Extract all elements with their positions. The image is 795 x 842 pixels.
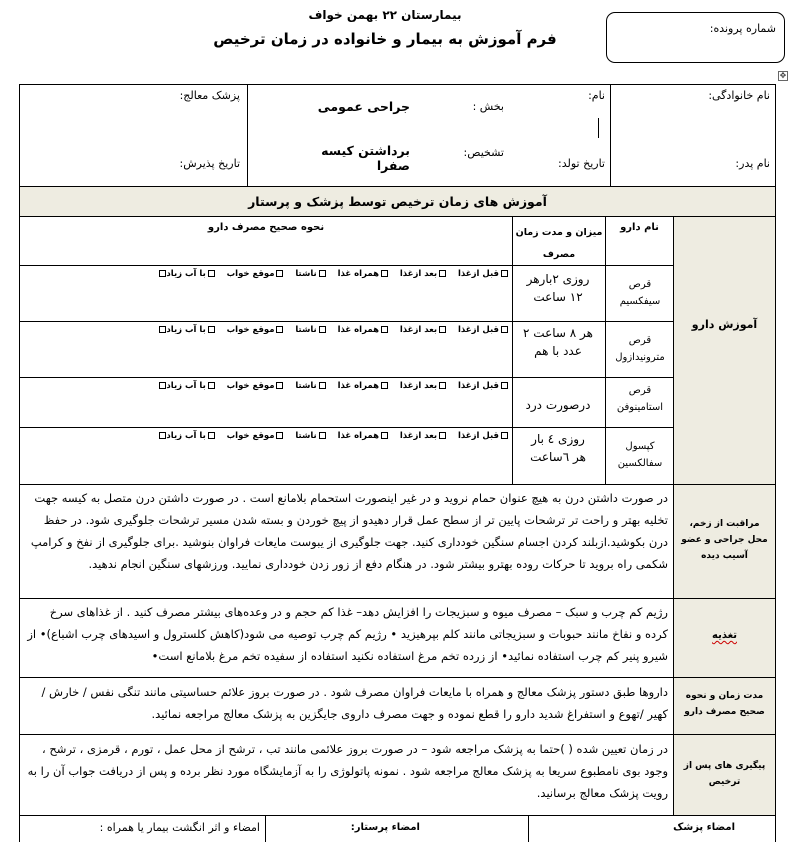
drug-name: قرص مترونیدازول	[615, 335, 665, 363]
move-anchor-icon[interactable]: ✥	[779, 71, 787, 80]
option-fasting[interactable]: ناشتا	[295, 325, 325, 335]
physician-signature: امضاء پزشک	[673, 822, 735, 833]
option-with-water[interactable]: با آب زیاد	[159, 381, 214, 391]
checkbox[interactable]	[276, 270, 283, 277]
med-header-usage: نحوه صحیح مصرف دارو	[207, 222, 325, 233]
patient-divider-1	[610, 84, 611, 186]
checkbox[interactable]	[501, 382, 508, 389]
med-col-amount-divider	[512, 216, 513, 484]
followup-text: در زمان تعیین شده ( )حتما به پزشک مراجعه شود – در صورت بروز علائمی مانند تب ، ترشح از محل عمل ، تورم ، قرمزی ، ترشح ، وجود بوی نامطبوع سریعا به پزشک معالج مراجعه شود . نمونه پاتولوژی را به آزمایشگاه مورد نظر برده و پس از دریافت جواب آن را به رویت پزشک معالج برسانید.	[27, 742, 668, 800]
nutrition-row-label	[676, 630, 773, 641]
option-after-meal[interactable]: بعد ازغذا	[400, 381, 446, 391]
med-row-line-4	[19, 427, 674, 428]
table-line-section-bottom	[19, 216, 776, 217]
wound-care-text: در صورت داشتن درن به هیچ عنوان حمام نروید و در غیر اینصورت استحمام بلامانع است . در صورت داشتن درن متصل به کیسه جهت تخلیه بهتر و راحت تر ترشحات پایین تر از سطح عمل قرار دهیدو از پیچ خوردن و بسته شدن مسیر ترشحات جلوگیری شود. در حفظ درن بکوشید.ازبلند کردن اجسام سنگین خودداری کنید. جهت جلوگیری از یبوست مایعات فراوان بنوشید .برای جلوگیری از نفخ و کرامپ شکمی راه بروید تا حرکات روده بهترو بیشتر شود. در هنگام دفع از زور زدن خودداری نمایید. ورزشهای سنگین انجام ندهید.	[30, 491, 668, 571]
checkbox[interactable]	[381, 326, 388, 333]
table-line-nutrition-bottom	[19, 677, 776, 678]
checkbox[interactable]	[319, 326, 326, 333]
option-with-meal[interactable]: همراه غذا	[338, 381, 388, 391]
table-line-wound-bottom	[19, 598, 776, 599]
checkbox[interactable]	[276, 432, 283, 439]
wound-row-label: مراقبت از زخم، محل جراحی و عضو آسیب دیده	[681, 519, 768, 561]
usage-checkboxes	[24, 325, 508, 335]
last-name-label: نام خانوادگی:	[708, 89, 770, 102]
checkbox[interactable]	[208, 432, 215, 439]
checkbox[interactable]	[276, 326, 283, 333]
option-with-meal[interactable]: همراه غذا	[338, 325, 388, 335]
option-fasting[interactable]: ناشتا	[295, 431, 325, 441]
diagnosis-label: تشخیص:	[463, 146, 504, 159]
option-with-water[interactable]: با آب زیاد	[159, 325, 214, 335]
checkbox[interactable]	[501, 270, 508, 277]
physician-label: پزشک معالج:	[179, 89, 240, 102]
checkbox[interactable]	[208, 326, 215, 333]
checkbox[interactable]	[208, 382, 215, 389]
option-fasting[interactable]: ناشتا	[295, 269, 325, 279]
drug-amount: درصورت درد	[525, 398, 591, 412]
nutrition-label-text: تغذیه	[712, 630, 737, 641]
med-row-line-2	[19, 321, 674, 322]
label-cell-medication	[674, 217, 775, 484]
ward-label: بخش :	[472, 100, 504, 113]
medication-usage-text: داروها طبق دستور پزشک معالج و همراه با مایعات فراوان مصرف شود . در صورت بروز علائم حساسیتی مانند تنگی نفس / خارش / کهیر /تهوع و استفراغ شدید دارو را قطع نموده و جهت مصرف داروی جایگزین به پزشک معالج مراجعه نمائید.	[41, 685, 668, 721]
drug-name: قرص استامینوفن	[616, 385, 664, 413]
option-before-meal[interactable]: قبل ازغذا	[458, 431, 508, 441]
med-row-line-3	[19, 377, 674, 378]
drug-amount: روزی ۲بارهر ۱۲ ساعت	[526, 272, 590, 304]
checkbox[interactable]	[501, 326, 508, 333]
nutrition-text: رژیم کم چرب و سبک – مصرف میوه و سبزیجات را افزایش دهد– غذا کم حجم و در وعده‌های بیشتر مصرف کنید . از غذاهای سرخ کرده و نفاخ مانند حبوبات و سبزیجاتی مانند کلم بپرهیزید • رژیم کم چرب توصیه می شود(کاهش کلسترول و اسیدهای چرب اشباع)• از شیرو پنیر کم چرب استفاده نمائید• از زرده تخم مرغ استفاده نکنید استفاده از سفیده تخم مرغ بلامانع است•	[27, 605, 668, 663]
option-with-water[interactable]: با آب زیاد	[159, 269, 214, 279]
usage-checkboxes	[24, 269, 508, 279]
med-header-amount: میزان و مدت زمان مصرف	[515, 227, 603, 260]
form-title: فرم آموزش به بیمار و خانواده در زمان ترخیص	[213, 30, 557, 48]
option-before-meal[interactable]: قبل ازغذا	[458, 269, 508, 279]
table-border-right	[775, 84, 776, 842]
option-with-meal[interactable]: همراه غذا	[338, 431, 388, 441]
file-number-box[interactable]	[606, 12, 785, 63]
text-cursor	[598, 118, 599, 138]
admission-date-label: تاریخ پذیرش:	[179, 157, 240, 170]
section-title: آموزش های زمان ترخیص توسط پزشک و پرستار	[248, 194, 547, 209]
option-bedtime[interactable]: موقع خواب	[227, 269, 284, 279]
nurse-signature: امضاء پرستار:	[350, 822, 420, 833]
option-before-meal[interactable]: قبل ازغذا	[458, 325, 508, 335]
patient-divider-2	[247, 84, 248, 186]
checkbox[interactable]	[381, 382, 388, 389]
checkbox[interactable]	[439, 270, 446, 277]
checkbox[interactable]	[319, 382, 326, 389]
med-col-drug-divider	[605, 216, 606, 484]
signature-divider-2	[265, 815, 266, 842]
drug-amount: روزی ٤ بار هر ٦ساعت	[530, 432, 586, 464]
option-fasting[interactable]: ناشتا	[295, 381, 325, 391]
checkbox[interactable]	[439, 382, 446, 389]
option-after-meal[interactable]: بعد ازغذا	[400, 269, 446, 279]
first-name-label: نام:	[588, 89, 605, 102]
drug-amount: هر ۸ ساعت ۲ عدد با هم	[523, 326, 593, 358]
usage-checkboxes	[24, 381, 508, 391]
option-bedtime[interactable]: موقع خواب	[227, 431, 284, 441]
birth-date-label: تاریخ تولد:	[558, 157, 605, 170]
usage-row-label: مدت زمان و نحوه صحیح مصرف دارو	[684, 691, 765, 717]
option-with-water[interactable]: با آب زیاد	[159, 431, 214, 441]
usage-checkboxes	[24, 431, 508, 441]
table-line-followup-bottom	[19, 815, 776, 816]
father-name-label: نام پدر:	[735, 157, 770, 170]
table-line-med-bottom	[19, 484, 776, 485]
checkbox[interactable]	[381, 270, 388, 277]
table-line-usage-bottom	[19, 734, 776, 735]
med-header-drug: نام دارو	[620, 222, 659, 233]
option-with-meal[interactable]: همراه غذا	[338, 269, 388, 279]
checkbox[interactable]	[319, 270, 326, 277]
checkbox[interactable]	[501, 432, 508, 439]
option-after-meal[interactable]: بعد ازغذا	[400, 431, 446, 441]
checkbox[interactable]	[276, 382, 283, 389]
option-bedtime[interactable]: موقع خواب	[227, 381, 284, 391]
option-after-meal[interactable]: بعد ازغذا	[400, 325, 446, 335]
checkbox[interactable]	[439, 326, 446, 333]
followup-row-label: پیگیری های پس از ترخیص	[683, 761, 766, 787]
checkbox[interactable]	[319, 432, 326, 439]
drug-name: کپسول سفالکسین	[617, 441, 663, 469]
option-before-meal[interactable]: قبل ازغذا	[458, 381, 508, 391]
option-bedtime[interactable]: موقع خواب	[227, 325, 284, 335]
patient-signature: امضاء و اثر انگشت بیمار یا همراه :	[99, 821, 260, 834]
drug-name: قرص سیفکسیم	[619, 279, 661, 307]
signature-divider-1	[528, 815, 529, 842]
checkbox[interactable]	[439, 432, 446, 439]
checkbox[interactable]	[381, 432, 388, 439]
ward-value: جراحی عمومی	[317, 99, 410, 114]
medication-row-label: آموزش دارو	[691, 318, 758, 331]
table-line-top	[19, 84, 776, 85]
hospital-name: بیمارستان ۲۲ بهمن خواف	[308, 8, 462, 22]
file-number-label: شماره پرونده:	[709, 22, 776, 35]
checkbox[interactable]	[208, 270, 215, 277]
diagnosis-value: برداشتن کیسه صفرا	[321, 143, 410, 173]
